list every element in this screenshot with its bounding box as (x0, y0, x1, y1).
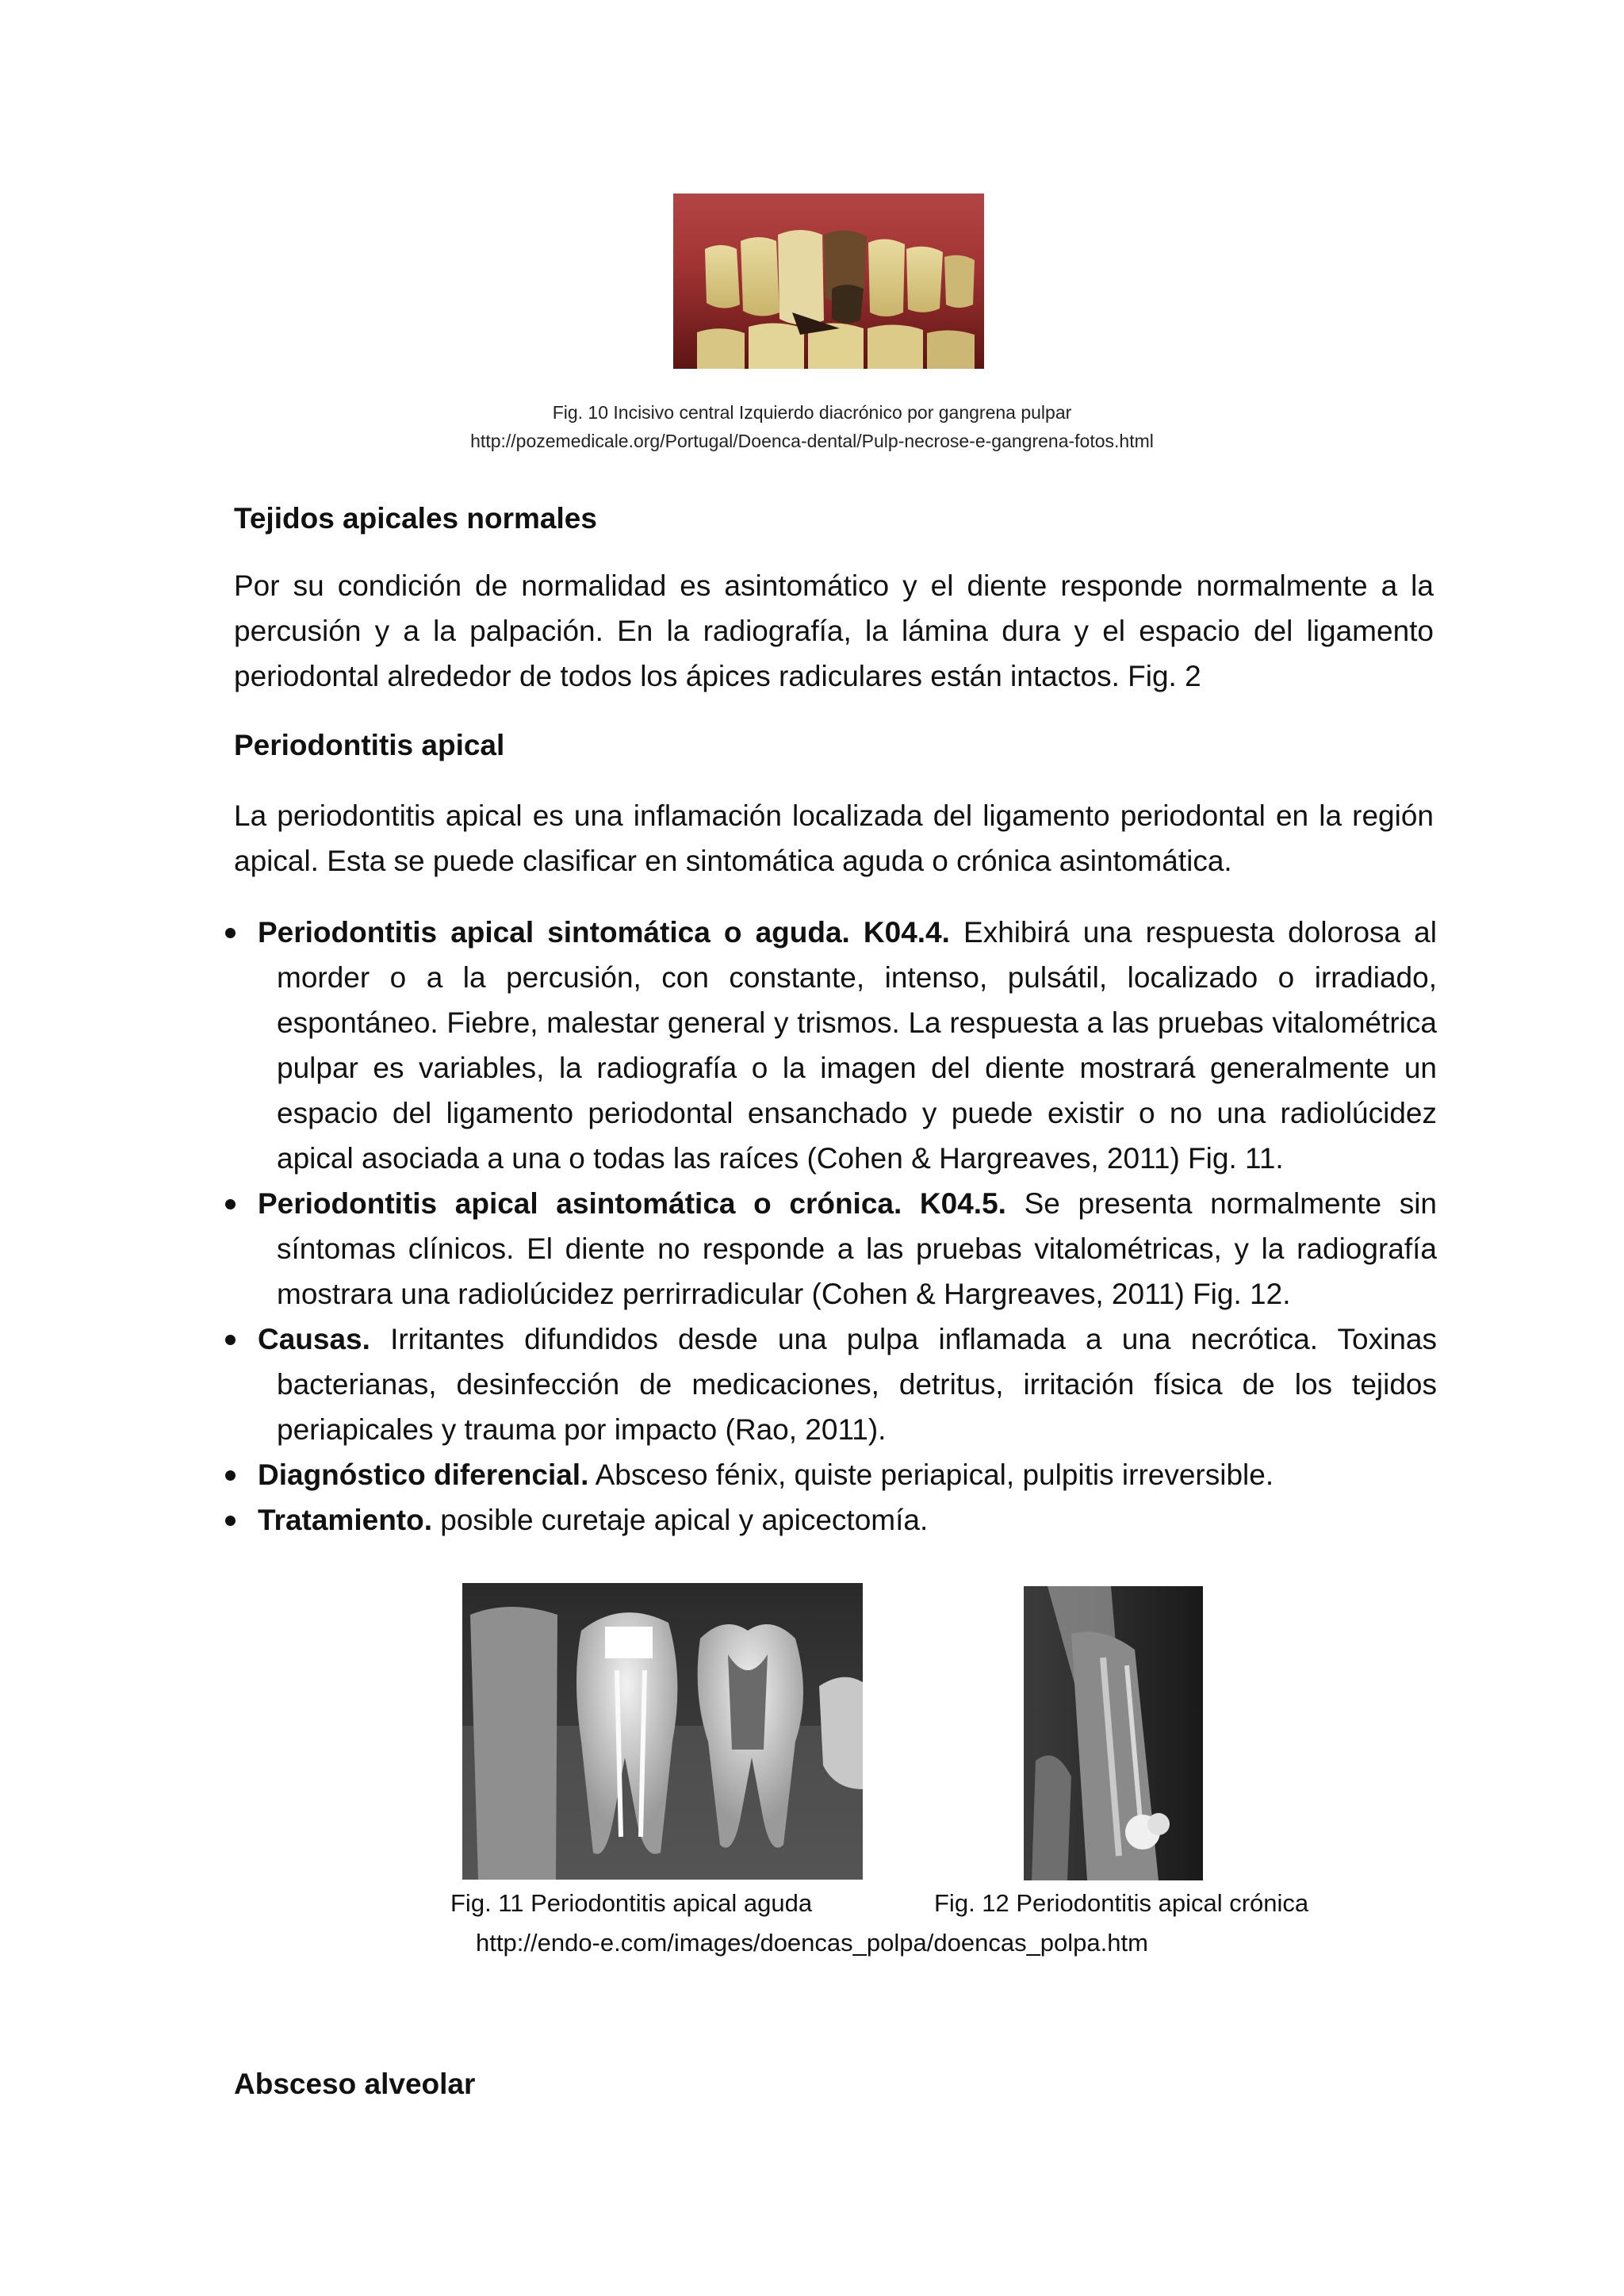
bullet-dot (225, 1470, 236, 1481)
figure-11-radiograph (462, 1583, 863, 1880)
figure-10-caption: Fig. 10 Incisivo central Izquierdo diacrónico por gangrena pulpar (552, 402, 1072, 423)
paragraph-tejidos-normales: Por su condición de normalidad es asintomático y el diente responde normalmente a la percusión y a la palpación. En la radiografía, la lámina dura y el espacio del ligamento periodontal alrededor de todos los ápices radiculares están intactos. Fig. 2 (234, 569, 1434, 692)
bullet-list (218, 910, 1437, 1543)
bullet-dot (225, 928, 236, 938)
heading-absceso-alveolar: Absceso alveolar (234, 2068, 476, 2100)
bullet-term: Periodontitis apical asintomática o crónica. K04.5. (258, 1187, 1006, 1220)
figures-11-12-source-url: http://endo-e.com/images/doencas_polpa/doencas_polpa.htm (476, 1929, 1148, 1957)
heading-periodontitis-apical: Periodontitis apical (234, 729, 505, 761)
bullet-item (218, 1317, 1437, 1452)
bullet-term: Periodontitis apical sintomática o aguda. K04.4. (258, 916, 950, 949)
bullet-item (218, 1497, 1437, 1543)
figure-12-radiograph (1024, 1586, 1203, 1880)
figure-10-source-url: http://pozemedicale.org/Portugal/Doenca-dental/Pulp-necrose-e-gangrena-fotos.html (470, 431, 1154, 451)
figure-10-photo (673, 194, 984, 369)
bullet-term: Tratamiento. (258, 1504, 432, 1536)
figure-11-caption: Fig. 11 Periodontitis apical aguda (450, 1889, 813, 1917)
bullet-text: posible curetaje apical y apicectomía. (432, 1504, 929, 1536)
bullet-item (218, 910, 1437, 1181)
bullet-text: Irritantes difundidos desde una pulpa inflamada a una necrótica. Toxinas bacterianas, desinfección de medicaciones, detritus, irritación física de los tejidos periapicales y trauma por impacto (Rao, 2011). (277, 1323, 1437, 1446)
figure-12-caption: Fig. 12 Periodontitis apical crónica (934, 1889, 1309, 1917)
bullet-term: Causas. (258, 1323, 370, 1355)
bullet-item (218, 1452, 1437, 1497)
bullet-text: Absceso fénix, quiste periapical, pulpitis irreversible. (588, 1458, 1274, 1491)
bullet-dot (225, 1199, 236, 1209)
heading-tejidos-apicales-normales: Tejidos apicales normales (234, 502, 597, 535)
bullet-text: Se presenta normalmente sin síntomas clínicos. El diente no responde a las pruebas vitalométricas, y la radiografía mostrara una radiolúcidez perrirradicular (Cohen & Hargreaves, 2011) Fig. 12. (277, 1187, 1437, 1310)
bullet-text: Exhibirá una respuesta dolorosa al morder o a la percusión, con constante, intenso, pulsátil, localizado o irradiado, espontáneo. Fiebre, malestar general y trismos. La respuesta a las pruebas vitalométrica pulpar es variables, la radiografía o la imagen del diente mostrará generalmente un espacio del ligamento periodontal ensanchado y puede existir o no una radiolúcidez apical asociada a una o todas las raíces (Cohen & Hargreaves, 2011) Fig. 11. (277, 916, 1437, 1175)
bullet-item (218, 1181, 1437, 1317)
bullet-dot (225, 1335, 236, 1345)
paragraph-periodontitis-apical: La periodontitis apical es una inflamación localizada del ligamento periodontal en la región apical. Esta se puede clasificar en sintomática aguda o crónica asintomática. (234, 799, 1434, 877)
bullet-dot (225, 1516, 236, 1526)
bullet-term: Diagnóstico diferencial. (258, 1458, 589, 1491)
